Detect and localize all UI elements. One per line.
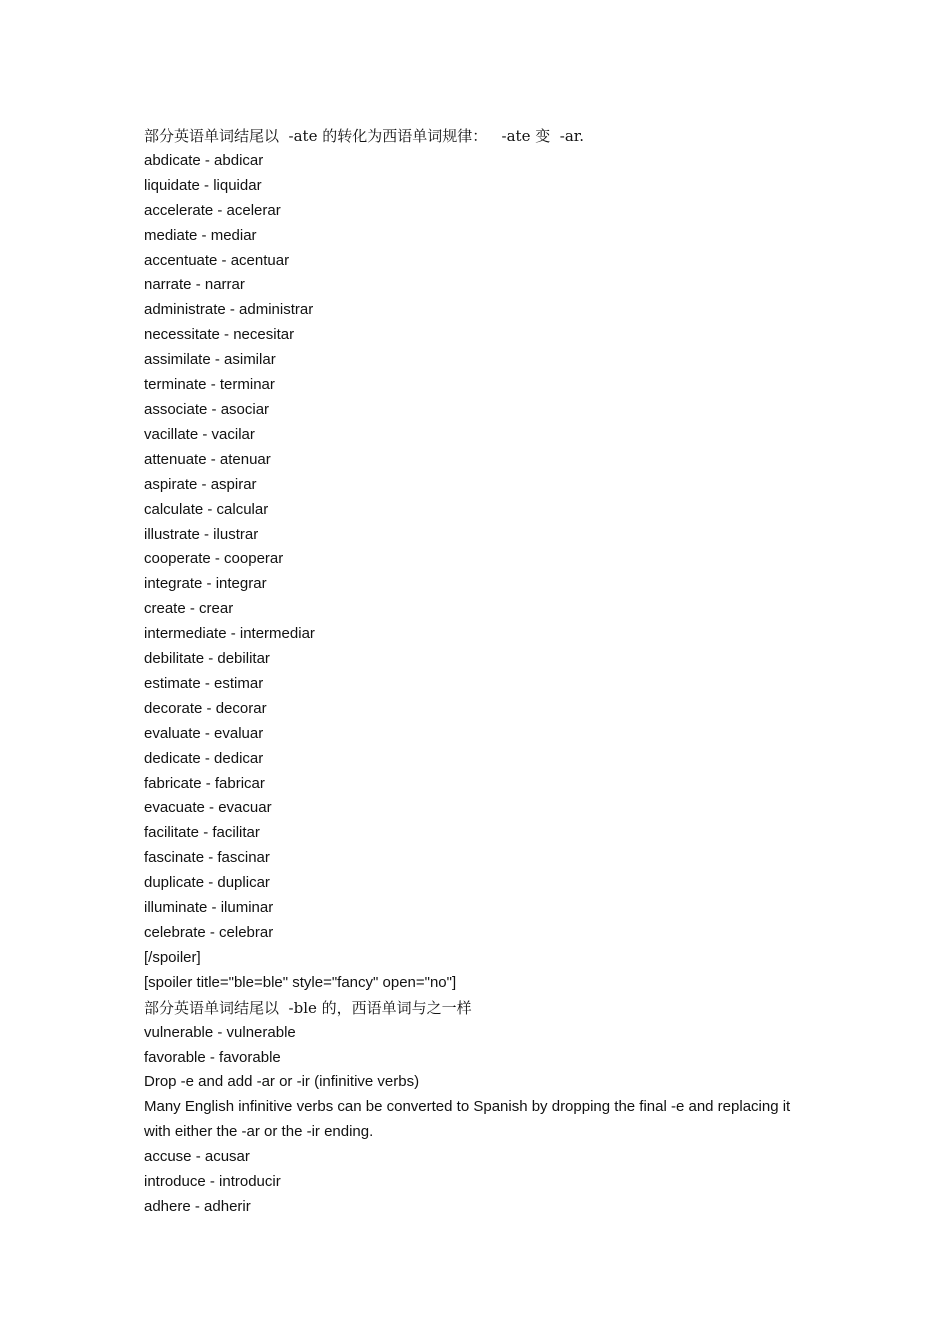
word-pair: accelerate - acelerar <box>144 201 281 219</box>
word-pair: cooperate - cooperar <box>144 550 284 568</box>
word-pair: evaluate - evaluar <box>144 724 264 742</box>
word-pair: introduce - introducir <box>144 1173 281 1191</box>
word-pair: fabricate - fabricar <box>144 774 265 792</box>
word-pair: adhere - adherir <box>144 1197 251 1215</box>
word-pair: fascinate - fascinar <box>144 849 270 867</box>
ate-word-list <box>144 149 816 946</box>
word-pair: attenuate - atenuar <box>144 450 271 468</box>
word-pair: dedicate - dedicar <box>144 749 264 767</box>
word-pair: vacillate - vacilar <box>144 425 255 443</box>
word-pair: favorable - favorable <box>144 1048 281 1066</box>
word-pair: evacuate - evacuar <box>144 799 272 817</box>
document-body <box>144 124 816 1220</box>
word-pair: mediate - mediar <box>144 226 257 244</box>
word-pair: assimilate - asimilar <box>144 351 276 369</box>
word-pair: necessitate - necesitar <box>144 326 295 344</box>
word-pair: illuminate - iluminar <box>144 899 274 917</box>
drop-e-word-list <box>144 1145 816 1220</box>
word-pair: administrate - administrar <box>144 301 314 319</box>
word-pair: estimate - estimar <box>144 674 264 692</box>
spoiler-open-tag: [spoiler title="ble=ble" style="fancy" open="no"] <box>144 973 457 991</box>
word-pair: integrate - integrar <box>144 575 267 593</box>
word-pair: accuse - acusar <box>144 1148 250 1166</box>
word-pair: debilitate - debilitar <box>144 650 270 668</box>
word-pair: vulnerable - vulnerable <box>144 1023 296 1041</box>
word-pair: create - crear <box>144 600 234 618</box>
word-pair: terminate - terminar <box>144 376 275 394</box>
word-pair: accentuate - acentuar <box>144 251 290 269</box>
word-pair: decorate - decorar <box>144 699 267 717</box>
drop-e-paragraph: Many English infinitive verbs can be converted to Spanish by dropping the final -e and replacing it with either the -ar or the -ir ending. <box>144 1098 791 1141</box>
word-pair: abdicate - abdicar <box>144 151 264 169</box>
heading-ble-rule: 部分英语单词结尾以 -ble 的，西语单词与之一样 <box>144 998 472 1017</box>
heading-ate-rule: 部分英语单词结尾以 -ate 的转化为西语单词规律： -ate 变 -ar. <box>144 127 585 145</box>
word-pair: calculate - calcular <box>144 500 269 518</box>
word-pair: aspirate - aspirar <box>144 475 257 493</box>
word-pair: celebrate - celebrar <box>144 924 274 941</box>
spoiler-close-tag: [/spoiler] <box>144 948 201 966</box>
word-pair: illustrate - ilustrar <box>144 525 259 543</box>
word-pair: narrate - narrar <box>144 276 245 294</box>
ble-word-list <box>144 1021 816 1071</box>
word-pair: liquidate - liquidar <box>144 176 262 194</box>
word-pair: facilitate - facilitar <box>144 824 260 842</box>
word-pair: intermediate - intermediar <box>144 625 315 643</box>
heading-drop-e-rule: Drop -e and add -ar or -ir (infinitive verbs) <box>144 1073 420 1091</box>
word-pair: duplicate - duplicar <box>144 874 270 892</box>
word-pair: associate - asociar <box>144 400 270 418</box>
